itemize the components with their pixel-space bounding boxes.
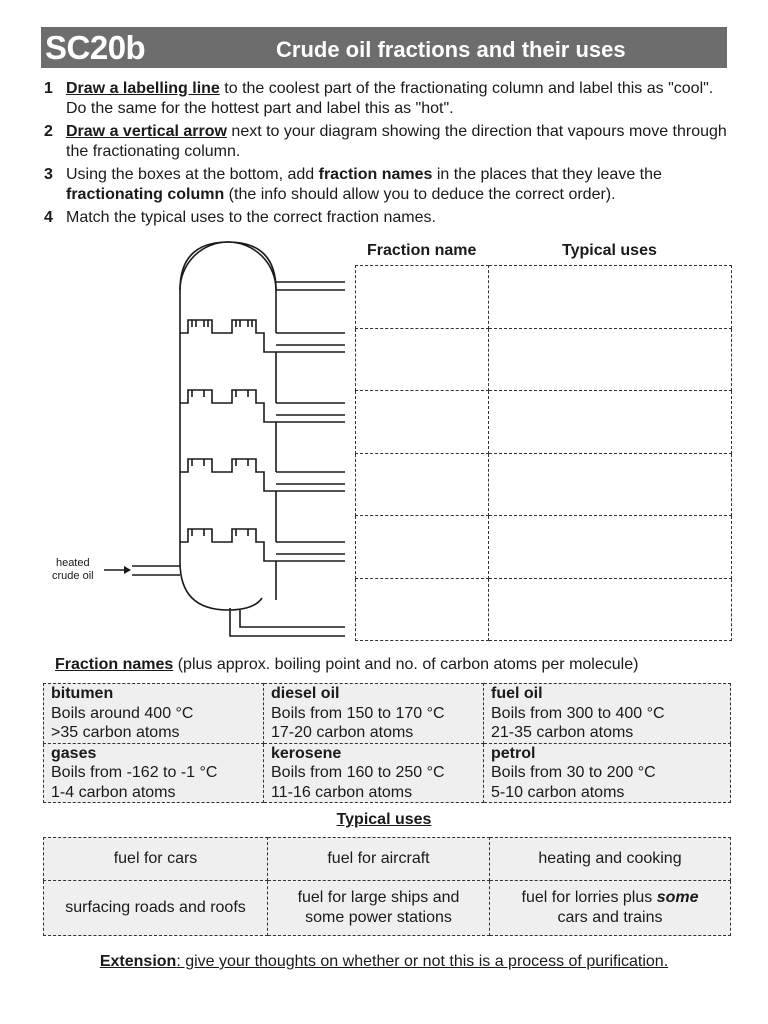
- inlet-label-line: heated: [55, 557, 90, 569]
- fraction-name-heading: Fraction name: [367, 242, 477, 259]
- worksheet-title: Crude oil fractions and their uses: [276, 37, 626, 62]
- outlet-top: [276, 282, 345, 290]
- trays-3: [180, 422, 345, 491]
- fraction-card: [44, 684, 264, 744]
- fraction-names-caption: [55, 656, 638, 674]
- answer-row: [356, 578, 732, 641]
- use-card-line: fuel for large ships and: [297, 889, 460, 906]
- instruction-number: 1: [44, 80, 53, 97]
- use-card-line: cars and trains: [557, 909, 663, 926]
- use-card[interactable]: [268, 881, 490, 936]
- fraction-carbon: 5-10 carbon atoms: [491, 783, 625, 801]
- use-card-line: [491, 888, 729, 908]
- typical-use-box[interactable]: [489, 578, 732, 641]
- use-card[interactable]: heating and cooking: [490, 838, 731, 881]
- answer-row: [356, 516, 732, 579]
- typical-use-box[interactable]: [489, 266, 732, 329]
- instruction-number: 3: [44, 166, 53, 183]
- use-card[interactable]: [490, 881, 731, 936]
- fraction-name-box[interactable]: [356, 266, 489, 329]
- answer-table: [355, 265, 732, 641]
- typical-use-box[interactable]: [489, 453, 732, 516]
- fraction-name-box[interactable]: [356, 391, 489, 454]
- fraction-name: fuel oil: [491, 685, 543, 702]
- use-card[interactable]: fuel for aircraft: [268, 838, 490, 881]
- instruction-text: Match the typical uses to the correct fraction names.: [66, 209, 436, 226]
- fraction-card: [44, 743, 264, 803]
- fraction-card: [484, 684, 731, 744]
- trays-2: [180, 352, 345, 422]
- instruction-text: to the coolest part of the fractionating column and label this as "cool". Do the same for the hottest part and label this as "hot".: [66, 80, 714, 117]
- fraction-name-box[interactable]: [356, 328, 489, 391]
- extension-label: Extension: [99, 953, 177, 970]
- fraction-name-box[interactable]: [356, 516, 489, 579]
- uses-row: [44, 838, 731, 881]
- answer-row: [356, 328, 732, 391]
- column-outline: [180, 242, 276, 562]
- fraction-card: [264, 743, 484, 803]
- instruction-text: (the info should allow you to deduce the correct order).: [224, 186, 616, 203]
- fraction-card: [264, 684, 484, 744]
- instruction-number: 2: [44, 123, 53, 140]
- uses-row: [44, 881, 731, 936]
- answer-row: [356, 266, 732, 329]
- column-top-cap: [180, 242, 276, 290]
- use-card-emphasis: some: [656, 889, 699, 906]
- answer-row: [356, 391, 732, 454]
- use-card[interactable]: surfacing roads and roofs: [44, 881, 268, 936]
- fraction-row: [44, 743, 731, 803]
- instruction-text: in the places that they leave the: [432, 166, 662, 183]
- fraction-row: [44, 684, 731, 744]
- fraction-carbon: 11-16 carbon atoms: [271, 783, 413, 801]
- instruction-emphasis: Draw a vertical arrow: [66, 123, 227, 140]
- extension-text: : give your thoughts on whether or not this is a process of purification.: [176, 953, 669, 970]
- instruction-emphasis: Draw a labelling line: [66, 80, 220, 97]
- inlet-label-line: crude oil: [52, 570, 94, 582]
- fraction-name: diesel oil: [271, 685, 340, 702]
- instruction-bold: fractionating column: [66, 186, 225, 203]
- instruction-number: 4: [44, 209, 53, 226]
- fraction-names-table: [43, 683, 731, 803]
- worksheet-code: SC20b: [45, 29, 146, 66]
- fraction-name-box[interactable]: [356, 578, 489, 641]
- fraction-boiling: Boils from 160 to 250 °C: [271, 764, 445, 781]
- fraction-boiling: Boils from 150 to 170 °C: [271, 704, 445, 722]
- fraction-name: kerosene: [271, 744, 342, 762]
- fraction-name: petrol: [491, 744, 536, 762]
- fraction-boiling: Boils around 400 °C: [51, 704, 194, 722]
- typical-uses-caption: [0, 811, 768, 829]
- fraction-name-box[interactable]: [356, 453, 489, 516]
- use-card[interactable]: fuel for cars: [44, 838, 268, 881]
- instruction-bold: fraction names: [318, 166, 433, 183]
- use-card-line: some power stations: [305, 909, 452, 926]
- typical-uses-caption-text: Typical uses: [336, 811, 432, 828]
- fraction-card: [484, 743, 731, 803]
- fraction-carbon: >35 carbon atoms: [51, 724, 180, 741]
- column-bottom: [180, 562, 262, 610]
- use-card-text: fuel for lorries plus: [521, 889, 657, 906]
- trays-1: [180, 290, 345, 352]
- typical-use-box[interactable]: [489, 328, 732, 391]
- inlet-pipe: [132, 566, 180, 575]
- outlet-bottom: [230, 608, 345, 636]
- typical-use-box[interactable]: [489, 516, 732, 579]
- fraction-names-caption-bold: Fraction names: [55, 656, 174, 673]
- fraction-boiling: Boils from 30 to 200 °C: [491, 764, 656, 781]
- fraction-name: gases: [51, 744, 97, 762]
- fraction-name: bitumen: [51, 685, 114, 702]
- fraction-boiling: Boils from -162 to -1 °C: [51, 764, 218, 781]
- instruction-text: next to your diagram showing the direction that vapours move through the fractionating column.: [66, 123, 727, 160]
- fraction-carbon: 17-20 carbon atoms: [271, 724, 414, 741]
- extension-task: [0, 953, 768, 971]
- fraction-names-caption-rest: (plus approx. boiling point and no. of carbon atoms per molecule): [173, 656, 639, 673]
- typical-uses-heading: Typical uses: [562, 242, 657, 259]
- typical-uses-table: [43, 837, 731, 936]
- fraction-boiling: Boils from 300 to 400 °C: [491, 704, 665, 722]
- fraction-carbon: 1-4 carbon atoms: [51, 783, 176, 801]
- instruction-text: Using the boxes at the bottom, add: [66, 166, 319, 183]
- trays-4: [180, 491, 345, 590]
- typical-use-box[interactable]: [489, 391, 732, 454]
- fraction-carbon: 21-35 carbon atoms: [491, 724, 634, 741]
- answer-row: [356, 453, 732, 516]
- inlet-label: [52, 557, 94, 583]
